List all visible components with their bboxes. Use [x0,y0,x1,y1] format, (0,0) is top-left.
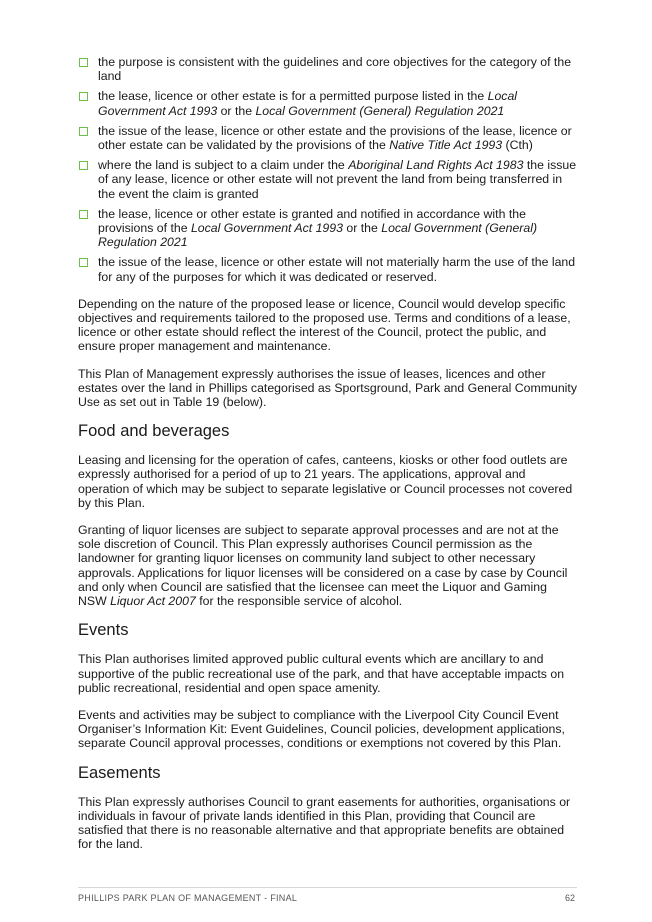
checkbox-icon [79,127,88,136]
italic-reference: Local Government Act 1993 [98,89,518,118]
text-run: This Plan expressly authorises Council to grant easements for authorities, organisations or individuals in favour of private lands identified in this Plan, providing that Council are satisfied that there is no reasonable alternative and that appropriate benefits are obtained for the land. [78,794,571,852]
checklist-item [78,158,578,201]
checklist-item [78,207,578,250]
italic-reference: Local Government Act 1993 [190,221,343,236]
italic-reference: Local Government (General) Regulation 2021 [98,221,538,250]
body-paragraph [78,453,578,510]
checkbox-icon [79,161,88,170]
body-paragraph [78,523,578,608]
body-paragraph [78,708,578,751]
text-run: or the [217,103,256,118]
text-run: or the [342,221,382,236]
text-run: the purpose is consistent with the guidelines and core objectives for the category of the land [98,55,572,84]
intro-section [78,297,578,409]
checkbox-icon [79,92,88,101]
footer-page-number: 62 [564,893,575,903]
intro-paragraph: Depending on the nature of the proposed lease or licence, Council would develop specific objectives and requirements tailored to the proposed use. Terms and conditions of a lease, licence or other estate should reflect the interest of the Council, protect the public, and ensure proper management and maintenance. [78,296,571,354]
body-paragraph [78,795,578,852]
text-run: the issue of any lease, licence or other estate will not prevent the land from being transferred in the event the claim is granted [98,158,577,201]
text-run: This Plan authorises limited approved public cultural events which are ancillary to and supportive of the public recreational use of the park, and that have acceptable impacts on public recreational, residential and open space amenity. [78,652,565,695]
checklist-item [78,55,578,83]
footer-document-title: PHILLIPS PARK PLAN OF MANAGEMENT - FINAL [78,893,298,903]
body-paragraph [78,652,578,695]
sections-container [78,422,578,851]
section-heading: Easements [78,763,161,782]
checklist-item [78,124,578,152]
text-run: where the land is subject to a claim under the [98,158,349,173]
text-run: the lease, licence or other estate is for a permitted purpose listed in the [98,89,488,104]
section-heading: Food and beverages [78,422,230,441]
italic-reference: Liquor Act 2007 [110,594,196,609]
footer-divider [78,887,577,888]
text-run: Leasing and licensing for the operation of cafes, canteens, kiosks or other food outlets are expressly authorised for a period of up to 21 years. The applications, approval and operation of which may be subject to separate legislative or Council processes not covered by this Plan. [78,453,573,510]
italic-reference: Aboriginal Land Rights Act 1983 [348,158,524,173]
text-run: the lease, licence or other estate is granted and notified in accordance with the provisions of the [98,206,526,236]
text-run: (Cth) [502,138,533,153]
checklist-item [78,89,578,117]
text-run: the issue of the lease, licence or other estate will not materially harm the use of the land for any of the purposes for which it was dedicated or reserved. [98,255,576,284]
text-run: the issue of the lease, licence or other estate and the provisions of the lease, licence or other estate can be validated by the provisions of the [98,123,572,153]
italic-reference: Local Government (General) Regulation 2021 [255,103,505,118]
criteria-checklist [78,55,578,284]
checkbox-icon [79,258,88,267]
checkbox-icon [79,58,88,67]
italic-reference: Native Title Act 1993 [389,138,503,153]
checklist-item [78,255,578,283]
section-heading: Events [78,621,129,640]
text-run: Events and activities may be subject to compliance with the Liverpool City Council Event Organiser’s Information Kit: Event Guidelines, Council policies, development applications, separate Council approval processes, conditions or exemptions not covered by this Plan. [78,707,565,751]
page-content [78,55,578,864]
intro-paragraph: This Plan of Management expressly authorises the issue of leases, licences and other estates over the land in Phillips categorised as Sportsground, Park and General Community Use as set out in Table 19 (below). [78,366,577,410]
checkbox-icon [79,210,88,219]
text-run: for the responsible service of alcohol. [195,594,403,609]
text-run: Granting of liquor licenses are subject to separate approval processes and are not at the sole discretion of Council. This Plan expressly authorises Council permission as the landowner for granting liquor licenses on community land subject to other necessary approvals. Applications for liquor licenses will be considered on a case by case by Council and only when Council are satisfied that the licensee can meet the Liquor and Gaming NSW [78,523,568,609]
